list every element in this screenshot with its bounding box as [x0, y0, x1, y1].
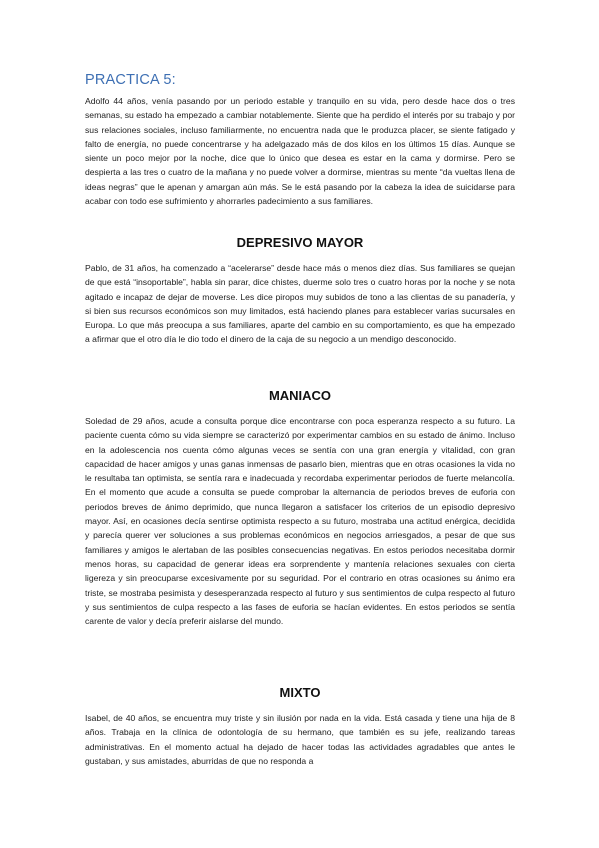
case-pablo-paragraph: Pablo, de 31 años, ha comenzado a “acelerarse” desde hace más o menos diez días. Sus familiares se quejan de que está “insoportable”, habla sin parar, dice chistes, duerme solo tres o cuatro horas por la noche y se nota agitado e incapaz de dejar de moverse. Les dice piropos muy subidos de tono a las clientas de su panadería, y si bien sus recursos económicos son muy limitados, está haciendo planes para establecer varias sucursales en Europa. Lo que más preocupa a sus familiares, aparte del cambio en su comportamiento, es que ha empezado a afirmar que el otro día le dio todo el dinero de la caja de su negocio a un mendigo desconocido. [85, 263, 515, 345]
case-isabel-paragraph: Isabel, de 40 años, se encuentra muy triste y sin ilusión por nada en la vida. Está casada y tiene una hija de 8 años. Trabaja en la clínica de odontología de su hermano, que también es su jefe, realizando tareas administrativas. En el momento actual ha dejado de hacer todas las actividades agradables que antes le gustaban, y sus amistades, aburridas de que no responda a [85, 713, 515, 766]
case-soledad-paragraph: Soledad de 29 años, acude a consulta porque dice encontrarse con poca esperanza respecto a su futuro. La paciente cuenta cómo su vida siempre se caracterizó por experimentar cambios en su estado de ánimo. Incluso en la adolescencia nos cuenta cómo algunas veces se sentía con una gran energía y vitalidad, con gran capacidad de hacer amigos y unas ganas inmensas de pasarlo bien, mientras que en otras ocasiones la vida no le resultaba tan optimista, se sentía rara e inadecuada y recordaba experimentar periodos de fuerte melancolía. En el momento que acude a consulta se puede comprobar la alternancia de periodos breves de euforia con periodos breves de ánimo deprimido, que nunca llegaron a satisfacer los criterios de un episodio depresivo mayor. Así, en ocasiones decía sentirse optimista respecto a su futuro, mostraba una actitud enérgica, decidida y parecía querer ver soluciones a sus problemas económicos en negocios arriesgados, a pesar de que sus familiares y amigos le alertaban de las posibles consecuencias negativas. En estos periodos necesitaba dormir menos horas, su capacidad de generar ideas era sorprendente y mantenía relaciones sexuales con cierta ligereza y sin preocuparse excesivamente por su seguridad. Por el contrario en otras ocasiones su ánimo era triste, se mostraba pesimista y desesperanzada respecto al futuro y sus sentimientos de culpa respecto al futuro y sus sentimientos de culpa respecto a las fases de euforia se hacían evidentes. En estos periodos se sentía carente de valor y decía preferir aislarse del mundo. [85, 416, 515, 627]
case-adolfo-paragraph: Adolfo 44 años, venía pasando por un periodo estable y tranquilo en su vida, pero desde hace dos o tres semanas, su estado ha empezado a cambiar notablemente. Siente que ha perdido el interés por su trabajo y por sus relaciones sociales, incluso familiarmente, no encuentra nada que le produzca placer, se siente fatigado y falto de energía, no puede concentrarse y ha adelgazado más de dos kilos en los últimos 15 días. Aunque se siente un poco mejor por la noche, dice que lo único que desea es estar en la cama y dormirse. Pero se despierta a las tres o cuatro de la mañana y no puede volver a dormirse, mientras su mente “da vueltas llena de ideas negras” que le apenan y amargan aún más. Se le está pasando por la cabeza la idea de suicidarse para acabar con todo ese sufrimiento y ahorrarles padecimiento a sus familiares. [85, 96, 515, 207]
heading-mixto: MIXTO [279, 685, 321, 700]
practice-title: PRACTICA 5: [85, 72, 176, 88]
heading-maniaco: MANIACO [268, 388, 332, 403]
heading-depresivo-mayor: DEPRESIVO MAYOR [236, 235, 364, 250]
